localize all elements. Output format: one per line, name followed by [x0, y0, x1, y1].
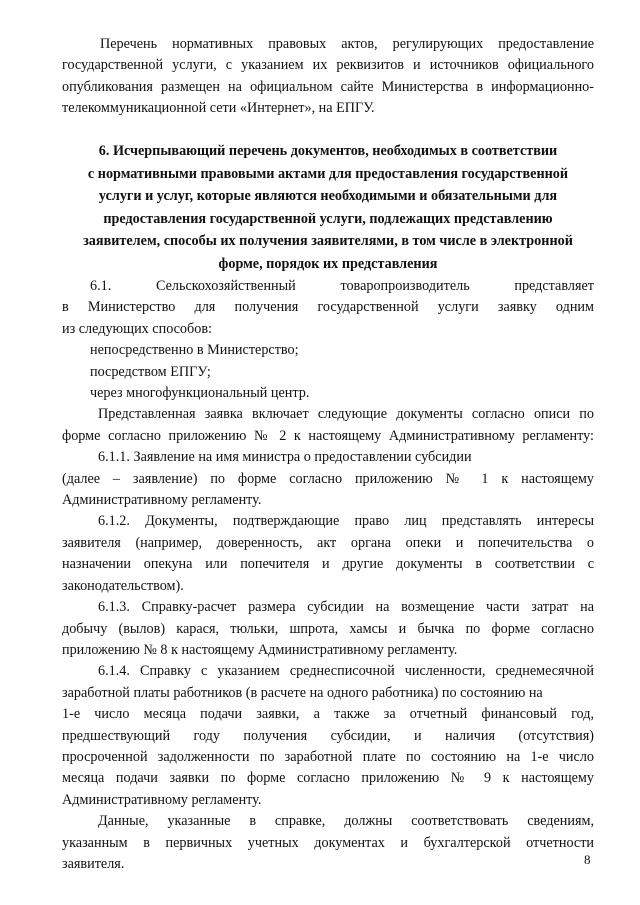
clause-6-1-3-line: 6.1.3. Справку-расчет размера субсидии на возмещение части затрат на	[98, 599, 594, 616]
heading-line: форме, порядок их представления	[218, 255, 438, 272]
clause-6-1-1-line: 6.1.1. Заявление на имя министра о предоставлении субсидии	[98, 449, 472, 466]
clause-6-1-1-line: Административному регламенту.	[62, 492, 262, 509]
heading-line: с нормативными правовыми актами для предоставления государственной	[87, 165, 569, 182]
clause-6-1-3-line: приложению № 8 к настоящему Административному регламенту.	[62, 641, 458, 658]
data-paragraph-line: Данные, указанные в справке, должны соответствовать сведениям,	[98, 813, 594, 830]
heading-line: заявителем, способы их получения заявителями, в том числе в электронной	[83, 233, 573, 250]
heading-line: 6. Исчерпывающий перечень документов, необходимых в соответствии	[98, 143, 558, 159]
clause-6-1-2-line: назначении опекуна или попечителя и другие документы в соответствии с	[62, 556, 594, 573]
clause-6-1-2-line: заявителя (например, доверенность, акт органа опеки и попечительства о	[62, 534, 594, 551]
clause-6-1-4-line: заработной платы работников (в расчете на одного работника) по состоянию на	[62, 684, 543, 701]
submitted-line: форме согласно приложению № 2 к настоящему Административному регламенту:	[62, 427, 594, 444]
intro-line: государственной услуги, с указанием их реквизитов и источников официального	[62, 57, 594, 74]
intro-line: опубликования размещен на официальном сайте Министерства в информационно-	[62, 78, 594, 95]
data-paragraph-line: заявителя.	[62, 855, 125, 872]
intro-line: Перечень нормативных правовых актов, регулирующих предоставление	[100, 36, 594, 52]
clause-6-1-2-line: 6.1.2. Документы, подтверждающие право лиц представлять интересы	[98, 513, 594, 530]
clause-6-1-4-line: просроченной задолженности по заработной плате по состоянию на 1-е число	[62, 748, 594, 765]
method-item: через многофункциональный центр.	[90, 385, 310, 402]
clause-6-1-4-line: 1-е число месяца подачи заявки, а также за отчетный финансовый год,	[62, 706, 594, 723]
method-item: непосредственно в Министерство;	[90, 342, 299, 359]
clause-6-1-line: в Министерство для получения государственной услуги заявку одним	[62, 299, 594, 316]
clause-word: представляет	[514, 278, 594, 294]
submitted-line: Представленная заявка включает следующие документы согласно описи по	[98, 406, 594, 423]
intro-paragraph	[62, 34, 594, 120]
clause-6-1-4-line: Административному регламенту.	[62, 791, 262, 808]
heading-line: предоставления государственной услуги, подлежащих представлению	[103, 210, 553, 227]
clause-6-1-4-line: 6.1.4. Справку с указанием среднесписочной численности, среднемесячной	[98, 663, 594, 680]
clause-6-1-4-line: предшествующий году получения субсидии, и наличия (отсутствия)	[62, 727, 594, 744]
clause-6-1-4-line: месяца подачи заявки по форме согласно приложению № 9 к настоящему	[62, 770, 594, 787]
page-number: 8	[584, 852, 591, 867]
clause-6-1-line	[62, 276, 594, 297]
clause-6-1-3-line: добычу (вылов) карася, тюльки, шпрота, хамсы и бычка по форме согласно	[62, 620, 594, 637]
intro-line: телекоммуникационной сети «Интернет», на ЕПГУ.	[62, 100, 375, 117]
body-text	[62, 276, 594, 875]
method-item: посредством ЕПГУ;	[90, 363, 211, 380]
clause-word: Сельскохозяйственный	[155, 278, 296, 294]
data-paragraph-line: указанным в первичных учетных документах и бухгалтерской отчетности	[62, 834, 594, 851]
heading-line: услуги и услуг, которые являются необходимыми и обязательными для	[98, 188, 558, 205]
clause-6-1-line: из следующих способов:	[62, 320, 212, 337]
clause-word: товаропроизводитель	[340, 278, 470, 294]
clause-6-1-1-line: (далее – заявление) по форме согласно приложению № 1 к настоящему	[62, 470, 594, 487]
clause-number: 6.1.	[90, 278, 112, 294]
clause-6-1-2-line: законодательством).	[62, 577, 184, 594]
section-heading	[62, 140, 594, 276]
